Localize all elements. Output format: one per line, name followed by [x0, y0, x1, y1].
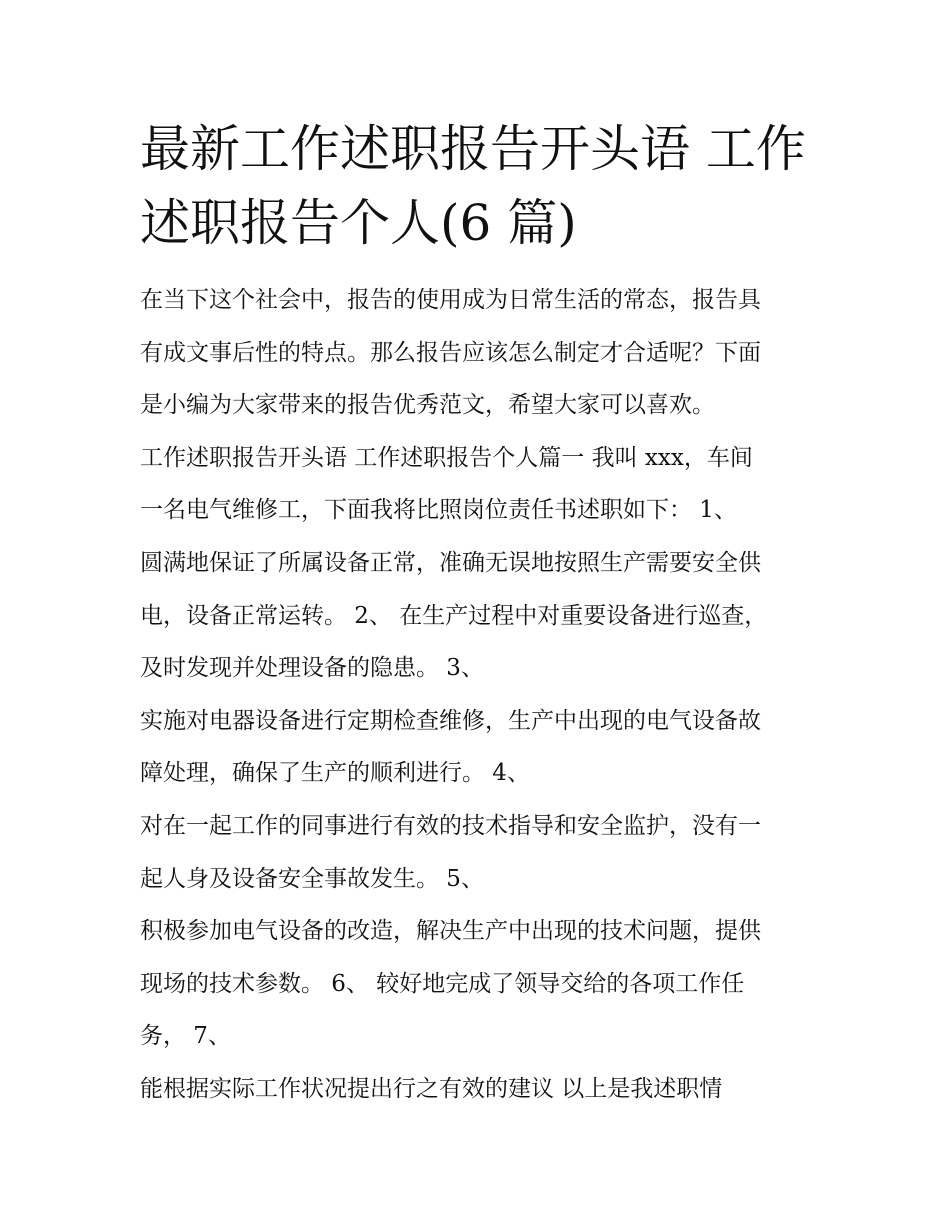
- body-line: 务， 7、: [140, 1023, 231, 1050]
- body-line: 及时发现并处理设备的隐患。 3、: [140, 655, 484, 682]
- title-line: 最新工作述职报告开头语 工作: [140, 120, 806, 178]
- document-title: [140, 112, 820, 260]
- body-line: 能根据实际工作状况提出行之有效的建议 以上是我述职情: [140, 1075, 723, 1102]
- body-line: 有成文事后性的特点。那么报告应该怎么制定才合适呢？下面: [140, 339, 761, 366]
- title-line: 述职报告个人(6 篇): [140, 194, 577, 252]
- body-line: 积极参加电气设备的改造，解决生产中出现的技术问题，提供: [140, 918, 761, 945]
- body-line: 障处理，确保了生产的顺利进行。 4、: [140, 760, 530, 787]
- document-body: [140, 277, 830, 1119]
- body-line: 起人身及设备安全事故发生。 5、: [140, 865, 484, 892]
- body-line: 在当下这个社会中，报告的使用成为日常生活的常态，报告具: [140, 287, 761, 313]
- body-line: 工作述职报告开头语 工作述职报告个人篇一 我叫 xxx，车间: [140, 444, 753, 471]
- body-line: 对在一起工作的同事进行有效的技术指导和安全监护，没有一: [140, 812, 761, 839]
- body-line: 实施对电器设备进行定期检查维修，生产中出现的电气设备故: [140, 707, 761, 734]
- body-line: 一名电气维修工，下面我将比照岗位责任书述职如下： 1、: [140, 497, 737, 524]
- body-line: 现场的技术参数。 6、 较好地完成了领导交给的各项工作任: [140, 970, 745, 997]
- body-line: 圆满地保证了所属设备正常，准确无误地按照生产需要安全供: [140, 549, 761, 576]
- body-line: 是小编为大家带来的报告优秀范文，希望大家可以喜欢。: [140, 392, 715, 419]
- body-line: 电，设备正常运转。 2、 在生产过程中对重要设备进行巡查，: [140, 602, 768, 629]
